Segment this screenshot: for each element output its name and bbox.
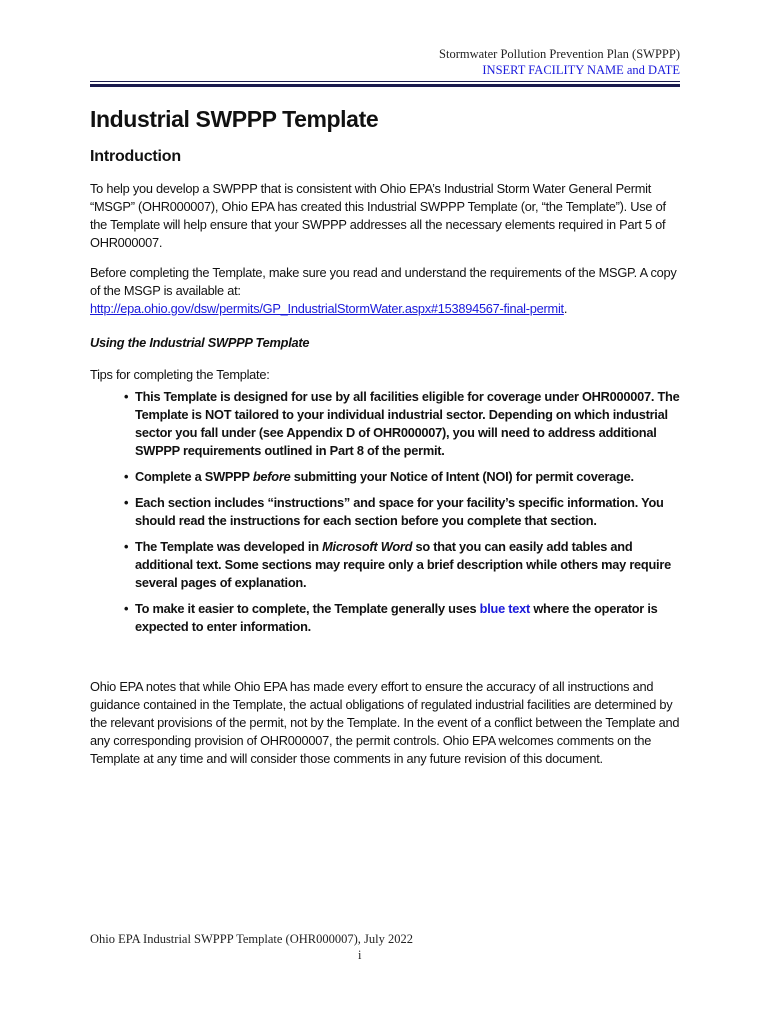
- tips-intro: Tips for completing the Template:: [90, 367, 270, 382]
- tip-item: [124, 600, 680, 636]
- tip-emphasis: Microsoft Word: [322, 539, 413, 554]
- bullet-dot: •: [124, 469, 129, 484]
- using-template-heading: Using the Industrial SWPPP Template: [90, 335, 310, 350]
- header-rule-thin: [90, 81, 680, 82]
- tip-item: [124, 538, 680, 592]
- tip-item: [124, 468, 680, 486]
- tip-text: where the operator is expected to enter information.: [135, 601, 658, 634]
- tip-emphasis: before: [252, 469, 291, 484]
- header-facility-placeholder: INSERT FACILITY NAME and DATE: [482, 63, 680, 77]
- msgp-permit-link[interactable]: http://epa.ohio.gov/dsw/permits/GP_IndustrialStormWater.aspx#153894567-final-permit: [90, 301, 564, 316]
- introduction-paragraph-2: [90, 264, 680, 318]
- header-plan-title: Stormwater Pollution Prevention Plan (SWPPP): [439, 47, 680, 61]
- page-number: i: [358, 948, 362, 962]
- bullet-dot: •: [124, 389, 129, 404]
- disclaimer-paragraph: Ohio EPA notes that while Ohio EPA has made every effort to ensure the accuracy of all instructions and guidance contained in the Template, the actual obligations of regulated industrial facilities are determined by the relevant provisions of the permit, not by the Template. In the event of a conflict between the Template and any corresponding provision of OHR000007, the permit controls. Ohio EPA welcomes comments on the Template at any time and will consider those comments in any future revision of this document.: [90, 679, 680, 766]
- tip-item: [124, 494, 680, 530]
- tip-text: so that you can easily add tables and additional text. Some sections may require only a brief description while others may require several pages of explanation.: [135, 539, 671, 590]
- msgp-availability-text: Before completing the Template, make sure you read and understand the requirements of the MSGP. A copy of the MSGP is available at:: [90, 265, 677, 298]
- bullet-dot: •: [124, 539, 129, 554]
- bullet-dot: •: [124, 495, 129, 510]
- tip-text: The Template was developed in: [135, 539, 323, 554]
- tip-item: [124, 388, 680, 460]
- introduction-paragraph-1: To help you develop a SWPPP that is consistent with Ohio EPA’s Industrial Storm Water General Permit “MSGP” (OHR000007), Ohio EPA has created this Industrial SWPPP Template (or, “the Template”). Use of the Template will help ensure that your SWPPP addresses all the necessary elements required in Part 5 of OHR000007.: [90, 181, 666, 250]
- tip-text: This Template is designed for use by all facilities eligible for coverage under OHR000007. The Template is NOT tailored to your individual industrial sector. Depending on which industrial sector you fall under (see Appendix D of OHR000007), you will need to address additional SWPPP requirements outlined in Part 8 of the permit.: [135, 389, 680, 458]
- tip-text: submitting your Notice of Intent (NOI) for permit coverage.: [290, 469, 634, 484]
- introduction-heading: Introduction: [90, 148, 181, 165]
- document-title: Industrial SWPPP Template: [90, 106, 379, 132]
- tip-text: Complete a SWPPP: [135, 469, 253, 484]
- bullet-dot: •: [124, 601, 129, 616]
- footer-text: Ohio EPA Industrial SWPPP Template (OHR000007), July 2022: [90, 932, 413, 946]
- main-content: [90, 104, 680, 768]
- running-header: [439, 46, 680, 78]
- link-period: .: [563, 301, 568, 316]
- tip-text: Each section includes “instructions” and space for your facility’s specific information. You should read the instructions for each section before you complete that section.: [135, 495, 664, 528]
- tip-text: To make it easier to complete, the Template generally uses: [135, 601, 480, 616]
- tips-list: [90, 388, 680, 636]
- blue-text-sample: blue text: [479, 601, 531, 616]
- header-rule-thick: [90, 84, 680, 87]
